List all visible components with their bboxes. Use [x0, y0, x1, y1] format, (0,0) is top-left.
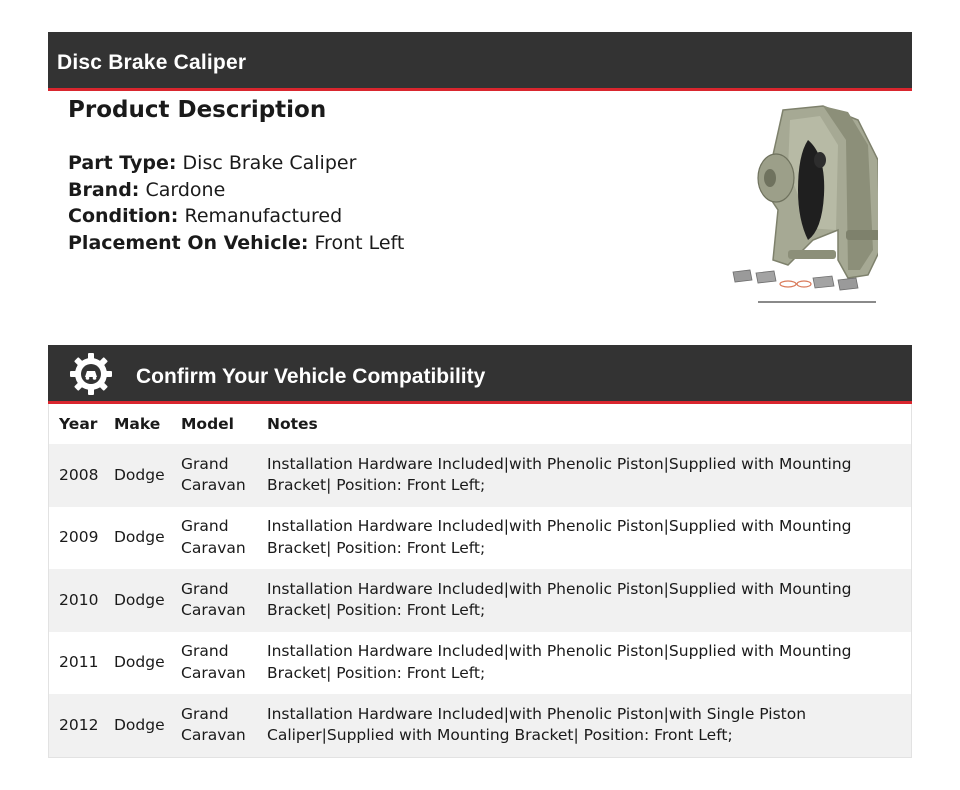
make-cell: Dodge — [114, 465, 165, 484]
notes-cell: Installation Hardware Included|with Phenolic Piston|Supplied with Mounting Bracket| Position: Front Left; — [267, 454, 852, 495]
model-cell: Grand Caravan — [181, 704, 246, 745]
compatibility-banner — [48, 345, 912, 404]
product-description-heading: Product Description — [68, 97, 327, 123]
spec-placement — [68, 230, 404, 257]
spec-condition — [68, 203, 404, 230]
brake-caliper-product-image — [728, 100, 878, 310]
column-header-year: Year — [59, 415, 98, 433]
spec-part-type — [68, 150, 404, 177]
spec-value: Cardone — [145, 178, 226, 201]
year-cell: 2008 — [59, 465, 99, 484]
year-cell: 2009 — [59, 528, 99, 546]
notes-cell: Installation Hardware Included|with Phenolic Piston|with Single Piston Caliper|Supplied with Mounting Bracket| Position: Front Left; — [267, 704, 807, 745]
model-cell: Grand Caravan — [181, 517, 246, 557]
model-cell: Grand Caravan — [181, 454, 246, 495]
column-header-model: Model — [181, 415, 234, 433]
year-cell: 2010 — [59, 590, 99, 609]
spec-label: Brand: — [68, 178, 140, 201]
spec-value: Front Left — [314, 231, 405, 254]
make-cell: Dodge — [114, 528, 165, 546]
spec-list — [68, 150, 404, 256]
spec-value: Remanufactured — [184, 205, 343, 227]
spec-label: Part Type: — [68, 152, 177, 174]
make-cell: Dodge — [114, 653, 165, 671]
model-cell: Grand Caravan — [181, 579, 246, 620]
table-row — [49, 507, 912, 570]
header-banner — [48, 32, 912, 91]
table-header-row — [49, 404, 912, 444]
header-title: Disc Brake Caliper — [57, 51, 247, 74]
notes-cell: Installation Hardware Included|with Phenolic Piston|Supplied with Mounting Bracket| Position: Front Left; — [267, 517, 852, 557]
table-row — [49, 569, 912, 632]
year-cell: 2012 — [59, 715, 99, 734]
spec-value: Disc Brake Caliper — [182, 152, 357, 174]
spec-label: Placement On Vehicle: — [68, 231, 309, 254]
gear-car-icon — [69, 352, 113, 396]
make-cell: Dodge — [114, 590, 165, 609]
compatibility-title: Confirm Your Vehicle Compatibility — [136, 365, 486, 388]
table-row — [49, 694, 912, 757]
notes-cell: Installation Hardware Included|with Phenolic Piston|Supplied with Mounting Bracket| Position: Front Left; — [267, 579, 852, 620]
model-cell: Grand Caravan — [181, 642, 246, 682]
notes-cell: Installation Hardware Included|with Phenolic Piston|Supplied with Mounting Bracket| Position: Front Left; — [267, 642, 852, 682]
compatibility-table — [48, 404, 912, 758]
table-row — [49, 632, 912, 695]
year-cell: 2011 — [59, 653, 99, 671]
column-header-make: Make — [114, 415, 161, 433]
spec-label: Condition: — [68, 205, 179, 227]
make-cell: Dodge — [114, 715, 165, 734]
column-header-notes: Notes — [267, 415, 318, 433]
table-row — [49, 444, 912, 507]
spec-brand — [68, 177, 404, 204]
